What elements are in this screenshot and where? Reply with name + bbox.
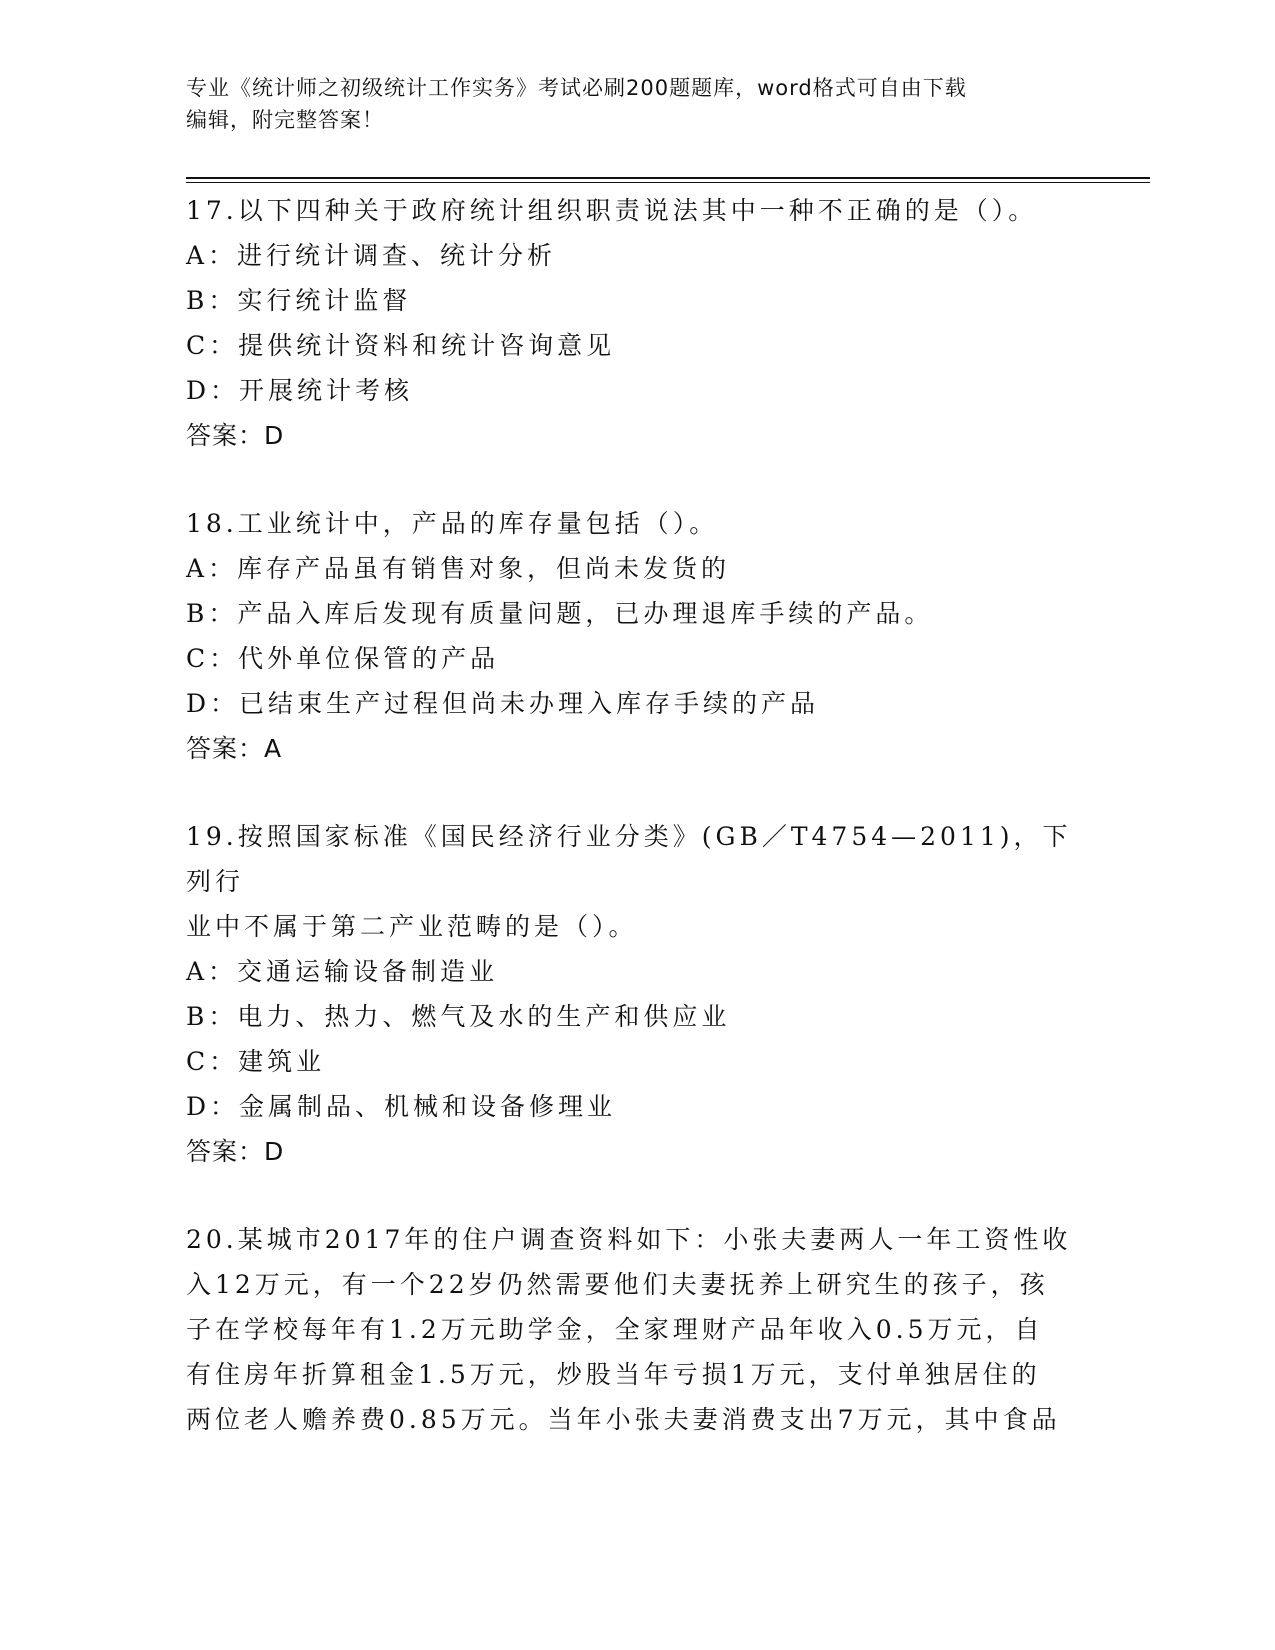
question-stem-line-1: 20.某城市2017年的住户调查资料如下：小张夫妻两人一年工资性收 [186,1225,1072,1254]
option-b: B：产品入库后发现有质量问题，已办理退库手续的产品。 [186,599,934,628]
question-20 [186,1217,1086,1442]
option-d: D：金属制品、机械和设备修理业 [186,1092,617,1121]
option-a: A：交通运输设备制造业 [186,957,499,986]
option-d: D：开展统计考核 [186,376,414,405]
answer-line: 答案：D [186,1137,285,1166]
question-stem-line-1: 19.按照国家标准《国民经济行业分类》(GB／T4754—2011)，下列行 [186,822,1072,896]
option-b: B：电力、热力、燃气及水的生产和供应业 [186,1002,731,1031]
option-c: C：提供统计资料和统计咨询意见 [186,331,616,360]
question-stem-line-3: 子在学校每年有1.2万元助学金，全家理财产品年收入0.5万元，自 [186,1315,1044,1344]
header-line-2: 编辑，附完整答案！ [186,108,384,132]
question-stem: 17.以下四种关于政府统计组织职责说法其中一种不正确的是（）。 [186,196,1038,225]
question-17 [186,188,1086,458]
question-stem-line-4: 有住房年折算租金1.5万元，炒股当年亏损1万元，支付单独居住的 [186,1360,1041,1389]
question-stem: 18.工业统计中，产品的库存量包括（）。 [186,509,719,538]
question-stem-line-2: 入12万元，有一个22岁仍然需要他们夫妻抚养上研究生的孩子，孩 [186,1270,1049,1299]
option-d: D：已结束生产过程但尚未办理入库存手续的产品 [186,689,820,718]
option-a: A：进行统计调查、统计分析 [186,241,557,270]
option-b: B：实行统计监督 [186,286,412,315]
option-c: C：代外单位保管的产品 [186,644,500,673]
answer-line: 答案：A [186,734,283,763]
answer-line: 答案：D [186,421,285,450]
question-18 [186,501,1086,771]
option-c: C：建筑业 [186,1047,326,1076]
option-a: A：库存产品虽有销售对象，但尚未发货的 [186,554,731,583]
header-rule-thin [186,182,1150,183]
header-rule-thick [186,177,1150,179]
document-header [186,72,1066,136]
question-stem-line-5: 两位老人赡养费0.85万元。当年小张夫妻消费支出7万元，其中食品 [186,1405,1061,1434]
question-stem-line-2: 业中不属于第二产业范畴的是（）。 [186,912,638,941]
header-line-1: 专业《统计师之初级统计工作实务》考试必刷200题题库，word格式可自由下载 [186,76,967,100]
question-19 [186,814,1086,1174]
question-list [186,188,1086,1485]
